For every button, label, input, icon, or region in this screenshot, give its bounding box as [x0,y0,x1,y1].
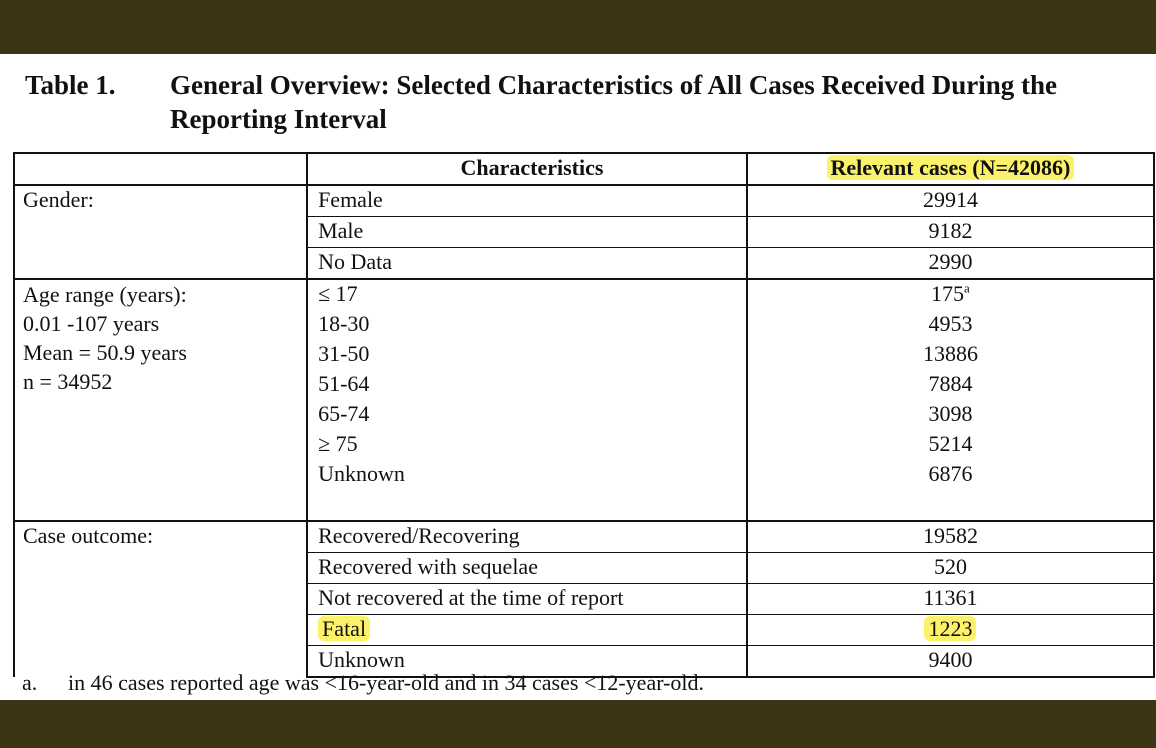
row-label: ≤ 17 [307,279,747,310]
row-value: 9182 [747,217,1154,248]
row-label: ≥ 75 [307,430,747,460]
bottom-frame-band [0,700,1156,748]
characteristics-table [13,152,1155,678]
row-label: Fatal [318,616,370,641]
row-label: Recovered with sequelae [307,553,747,584]
row-value: 2990 [747,248,1154,280]
row-label: No Data [307,248,747,280]
empty-cell [307,490,747,521]
row-label: Unknown [307,460,747,490]
age-label-line: n = 34952 [23,369,113,394]
document-page [0,54,1156,700]
row-value: 9400 [747,646,1154,678]
age-label-line: Mean = 50.9 years [23,340,187,365]
table-row [14,185,1154,217]
table-row [14,521,1154,553]
row-label: 51-64 [307,370,747,400]
header-relevant-cases-label: Relevant cases (N=42086) [827,155,1075,180]
gender-label: Gender: [23,187,94,212]
age-group-label [14,279,307,521]
row-label: 31-50 [307,340,747,370]
row-value-cell [747,279,1154,310]
row-value: 175 [931,281,965,306]
row-label-cell [307,615,747,646]
row-label: Not recovered at the time of report [307,584,747,615]
gender-group-label [14,185,307,279]
table-title: General Overview: Selected Characteristics of All Cases Received During the Reporting Interval [170,70,1058,134]
row-label: 18-30 [307,310,747,340]
top-frame-band [0,0,1156,54]
row-value: 11361 [747,584,1154,615]
row-label: Male [307,217,747,248]
footnote-marker: a [964,280,970,296]
row-label: Recovered/Recovering [307,521,747,553]
row-value: 29914 [747,185,1154,217]
row-value: 4953 [747,310,1154,340]
row-value: 19582 [747,521,1154,553]
outcome-label: Case outcome: [23,523,154,548]
row-value: 1223 [924,616,976,641]
header-row [14,153,1154,185]
footnote-mark: a. [22,670,38,695]
row-label: Female [307,185,747,217]
age-label-line: Age range (years): [23,282,187,307]
outcome-group-label [14,521,307,677]
empty-cell [747,490,1154,521]
header-characteristics-label: Characteristics [460,155,604,180]
row-value: 520 [747,553,1154,584]
header-relevant-cases [747,153,1154,185]
row-value: 13886 [747,340,1154,370]
row-label: Unknown [307,646,747,678]
header-characteristics [307,153,747,185]
header-blank [14,153,307,185]
row-value: 3098 [747,400,1154,430]
row-label: 65-74 [307,400,747,430]
footnote-text: in 46 cases reported age was <16-year-old and in 34 cases <12-year-old. [68,670,705,695]
row-value: 5214 [747,430,1154,460]
table-row [14,279,1154,310]
table-number: Table 1. [25,70,116,100]
age-label-line: 0.01 -107 years [23,311,160,336]
row-value-cell [747,615,1154,646]
row-value: 7884 [747,370,1154,400]
row-value: 6876 [747,460,1154,490]
